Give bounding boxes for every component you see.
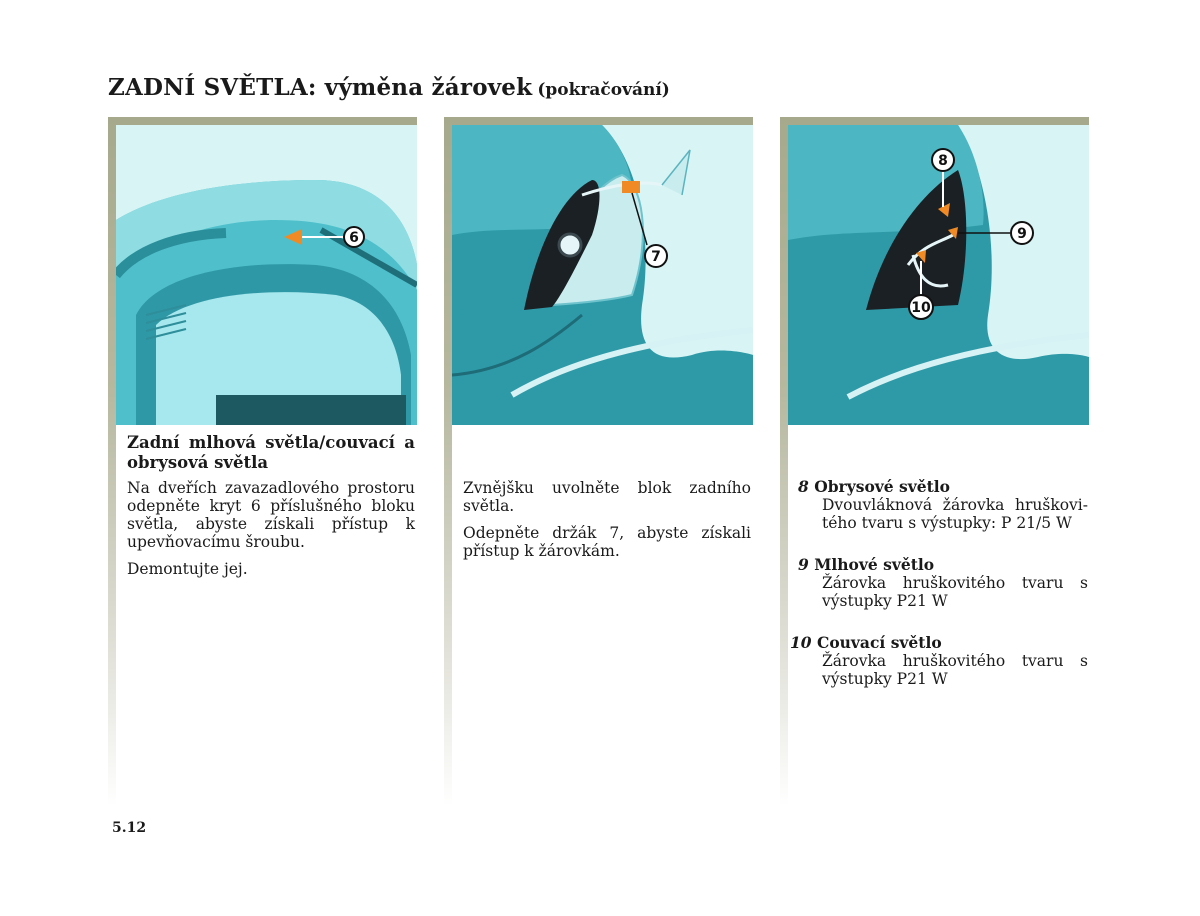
callout-10: 10 [911,300,931,316]
item-number: 9 [798,555,809,574]
column-2 [444,117,753,807]
column-2-rule [444,117,452,807]
photo-bulb-positions [788,125,1089,425]
trunk-lid-illustration [116,125,417,425]
paragraph-2: Demontujte jej. [127,560,248,578]
column-3 [780,117,1089,807]
column-1 [108,117,417,807]
title-main: ZADNÍ SVĚTLA: výměna žárovek [108,74,533,101]
item-text: Žárovka hruškovitého tvaru s výstupky P21 W [822,574,1088,610]
column-2-text [463,479,751,569]
item-number: 10 [790,633,812,652]
paragraph-2: Odepněte držák 7, abyste získali přístup k žárovkám. [463,524,751,560]
paragraph-1: Na dveřích zavazadlového prostoru odepněte kryt 6 příslušného bloku světla, abyste získali přístup k upevňovacímu šroubu. [127,479,415,551]
bulb-item-8 [798,478,1088,532]
photo-trunk-lid [116,125,417,425]
item-number: 8 [798,477,809,496]
column-3-rule [780,117,788,807]
bulb-positions-illustration [788,125,1089,425]
item-title: Obrysové světlo [814,477,951,496]
bulb-item-10 [790,633,1088,688]
title-continuation: (pokračování) [537,80,670,100]
item-title: Mlhové světlo [814,555,935,574]
tail-light-illustration [452,125,753,425]
item-text: Dvouvláknová žárovka hruškovi-tého tvaru s výstupky: P 21/5 W [822,496,1088,532]
page-title [108,74,670,101]
column-1-rule [108,117,116,807]
callout-8: 8 [938,153,948,169]
callout-7: 7 [651,249,661,265]
page-number: 5.12 [112,820,147,836]
section-heading: Zadní mlhová světla/couvací a obrysová světla [127,433,415,472]
item-title: Couvací světlo [816,633,942,652]
column-1-text [127,433,415,587]
callout-6: 6 [349,230,359,246]
photo-tail-light-removal [452,125,753,425]
column-3-topbar [780,117,1089,125]
callout-9: 9 [1017,226,1027,242]
column-2-topbar [444,117,753,125]
item-text: Žárovka hruškovitého tvaru s výstupky P21 W [822,652,1088,688]
bulb-item-9 [798,556,1088,610]
column-1-topbar [108,117,417,125]
paragraph-1: Zvnějšku uvolněte blok zadního světla. [463,479,751,515]
